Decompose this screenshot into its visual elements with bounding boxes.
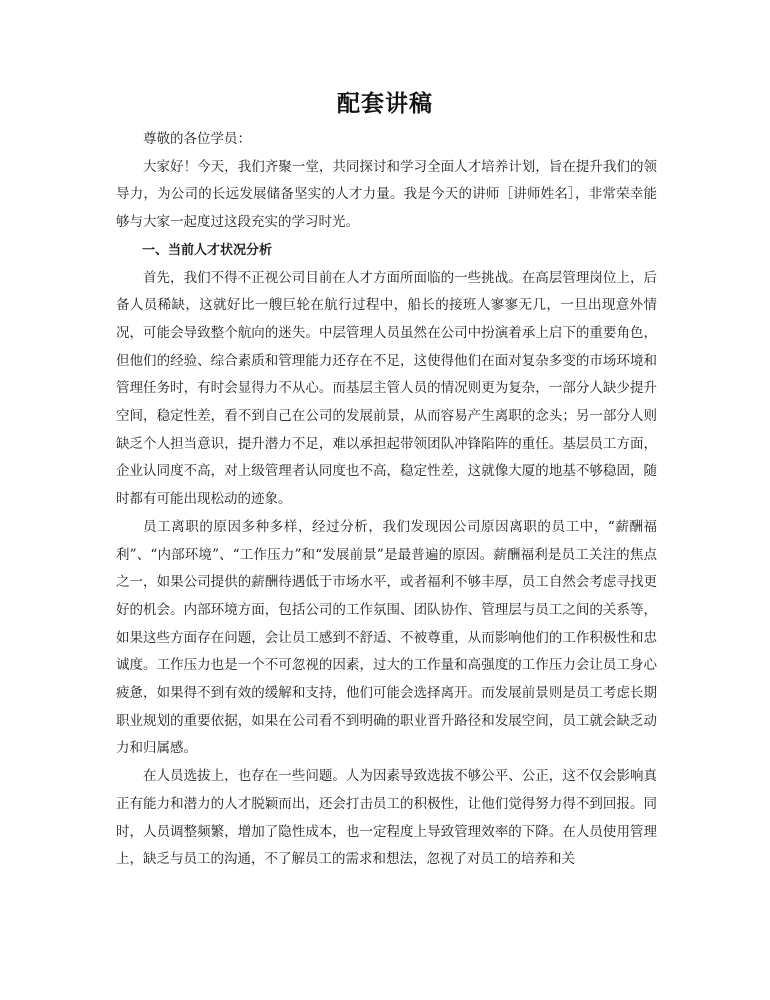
salutation: 尊敬的各位学员： <box>143 131 251 147</box>
paragraph-talent-status: 首先，我们不得不正视公司目前在人才方面所面临的一些挑战。在高层管理岗位上，后备人员稀缺，这就好比一艘巨轮在航行过程中，船长的接班人寥寥无几，一旦出现意外情况，可能会导致整个航向的迷失。中层管理人员虽然在公司中扮演着承上启下的重要角色，但他们的经验、综合素质和管理能力还存在不足，这使得他们在面对复杂多变的市场环境和管理任务时，有时会显得力不从心。而基层主管人员的情况则更为复杂，一部分人缺少提升空间，稳定性差，看不到自己在公司的发展前景，从而容易产生离职的念头；另一部分人则缺乏个人担当意识，提升潜力不足，难以承担起带领团队冲锋陷阵的重任。基层员工方面，企业认同度不高，对上级管理者认同度也不高，稳定性差，这就像大厦的地基不够稳固，随时都有可能出现松动的迹象。 <box>116 269 657 508</box>
paragraph-selection-issues: 在人员选拔上，也存在一些问题。人为因素导致选拔不够公平、公正，这不仅会影响真正有能力和潜力的人才脱颖而出，还会打击员工的积极性，让他们觉得努力得不到回报。同时，人员调整频繁，增加了隐性成本，也一定程度上导致管理效率的下降。在人员使用管理上，缺乏与员工的沟通，不了解员工的需求和想法，忽视了对员工的培养和关 <box>116 768 657 868</box>
section-heading: 一、当前人才状况分析 <box>142 242 273 258</box>
paragraph-turnover-reasons: 员工离职的原因多种多样，经过分析，我们发现因公司原因离职的员工中，“薪酬福利”、“内部环境”、“工作压力”和“发展前景”是最普遍的原因。薪酬福利是员工关注的焦点之一，如果公司提供的薪酬待遇低于市场水平，或者福利不够丰厚，员工自然会考虑寻找更好的机会。内部环境方面，包括公司的工作氛围、团队协作、管理层与员工之间的关系等，如果这些方面存在问题，会让员工感到不舒适、不被尊重，从而影响他们的工作积极性和忠诚度。工作压力也是一个不可忽视的因素，过大的工作量和高强度的工作压力会让员工身心疲惫，如果得不到有效的缓解和支持，他们可能会选择离开。而发展前景则是员工考虑长期职业规划的重要依据，如果在公司看不到明确的职业晋升路径和发展空间，员工就会缺乏动力和归属感。 <box>116 518 657 757</box>
paragraph-opening: 大家好！今天，我们齐聚一堂，共同探讨和学习全面人才培养计划，旨在提升我们的领导力，为公司的长远发展储备坚实的人才力量。我是今天的讲师［讲师姓名］，非常荣幸能够与大家一起度过这段充实的学习时光。 <box>116 158 657 231</box>
document-title: 配套讲稿 <box>337 90 433 117</box>
document-body <box>116 126 657 874</box>
